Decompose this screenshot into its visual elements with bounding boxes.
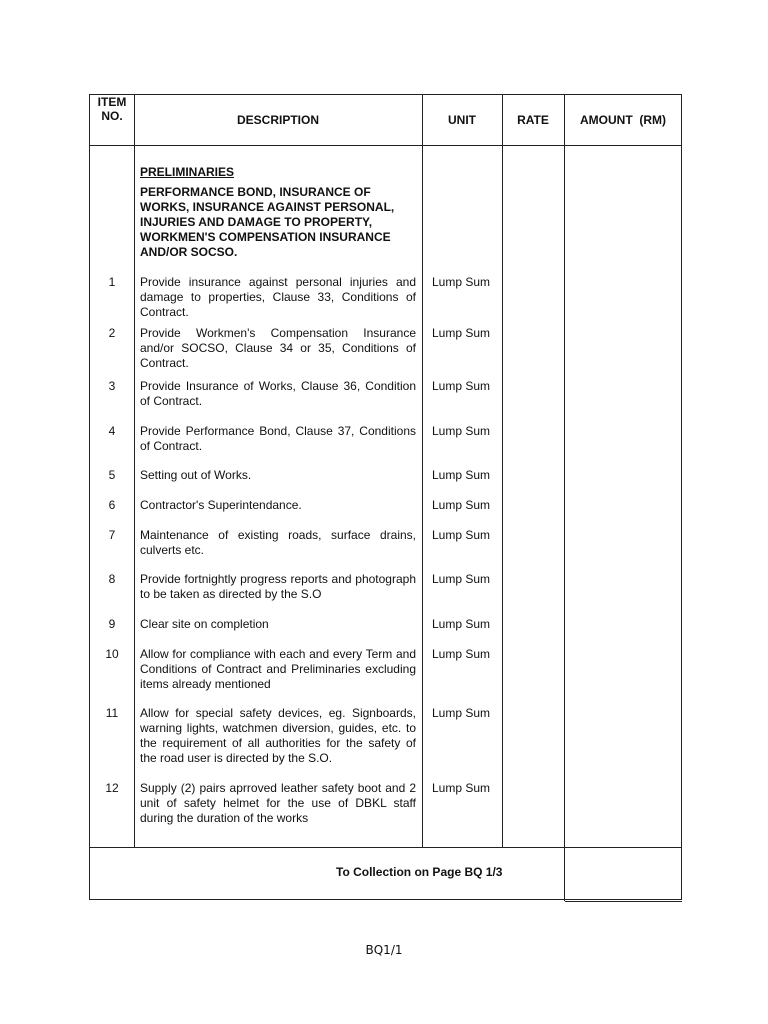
item-unit: Lump Sum — [432, 781, 491, 795]
page-number: BQ1/1 — [365, 943, 403, 957]
item-unit: Lump Sum — [432, 617, 491, 631]
item-description: Allow for compliance with each and every Term and Conditions of Contract and Preliminaries excluding items already mentioned — [140, 647, 416, 691]
bill-of-quantities-table — [89, 94, 682, 900]
item-number: 9 — [108, 617, 116, 631]
item-unit: Lump Sum — [432, 572, 491, 586]
header-description: DESCRIPTION — [236, 113, 319, 127]
item-description: Maintenance of existing roads, surface drains, culverts etc. — [140, 528, 416, 557]
item-unit: Lump Sum — [432, 379, 491, 393]
item-number: 8 — [108, 572, 116, 586]
item-description: Clear site on completion — [140, 617, 269, 631]
item-unit: Lump Sum — [432, 647, 491, 661]
item-unit: Lump Sum — [432, 528, 491, 542]
item-number: 3 — [108, 379, 116, 393]
item-description: Provide insurance against personal injuries and damage to properties, Clause 33, Conditions of Contract. — [140, 275, 416, 319]
item-number: 2 — [108, 326, 116, 340]
item-unit: Lump Sum — [432, 706, 491, 720]
col-divider — [134, 95, 135, 847]
item-number: 1 — [108, 275, 116, 289]
header-divider — [90, 145, 681, 146]
item-number: 5 — [108, 468, 116, 482]
item-unit: Lump Sum — [432, 498, 491, 512]
item-description: Allow for special safety devices, eg. Signboards, warning lights, watchmen diversion, guides, etc. to the requirement of all authorities for the safety of the road user is directed by the S.O. — [140, 706, 416, 765]
item-description: Provide Performance Bond, Clause 37, Conditions of Contract. — [140, 424, 416, 453]
header-amount: AMOUNT (RM) — [580, 113, 666, 127]
header-item-no: ITEM NO. — [97, 95, 127, 123]
item-description: Setting out of Works. — [140, 468, 252, 482]
footer-divider — [90, 847, 681, 848]
amount-total-underline — [565, 901, 682, 902]
item-description: Provide Insurance of Works, Clause 36, Condition of Contract. — [140, 379, 416, 408]
item-number: 10 — [105, 647, 119, 661]
item-number: 4 — [108, 424, 116, 438]
item-unit: Lump Sum — [432, 424, 491, 438]
item-number: 11 — [105, 706, 119, 720]
item-description: Provide Workmen's Compensation Insurance and/or SOCSO, Clause 34 or 35, Conditions of Contract. — [140, 326, 416, 370]
item-unit: Lump Sum — [432, 468, 491, 482]
item-description: Supply (2) pairs aprroved leather safety boot and 2 unit of safety helmet for the use of DBKL staff during the duration of the works — [140, 781, 416, 825]
header-rate: RATE — [517, 113, 549, 127]
col-divider — [564, 95, 565, 901]
header-unit: UNIT — [448, 113, 476, 127]
item-number: 12 — [105, 781, 119, 795]
item-description: Provide fortnightly progress reports and photograph to be taken as directed by the S.O — [140, 572, 416, 601]
collection-label: To Collection on Page BQ 1/3 — [336, 865, 503, 879]
item-description: Contractor's Superintendance. — [140, 498, 302, 512]
item-number: 7 — [108, 528, 116, 542]
section-subtitle: PERFORMANCE BOND, INSURANCE OF WORKS, INSURANCE AGAINST PERSONAL, INJURIES AND DAMAGE TO PROPERTY, WORKMEN'S COMPENSATION INSURANCE AND/OR SOCSO. — [140, 185, 395, 259]
item-number: 6 — [108, 498, 116, 512]
section-title: PRELIMINARIES — [140, 165, 235, 179]
item-unit: Lump Sum — [432, 326, 491, 340]
col-divider — [422, 95, 423, 847]
item-unit: Lump Sum — [432, 275, 491, 289]
